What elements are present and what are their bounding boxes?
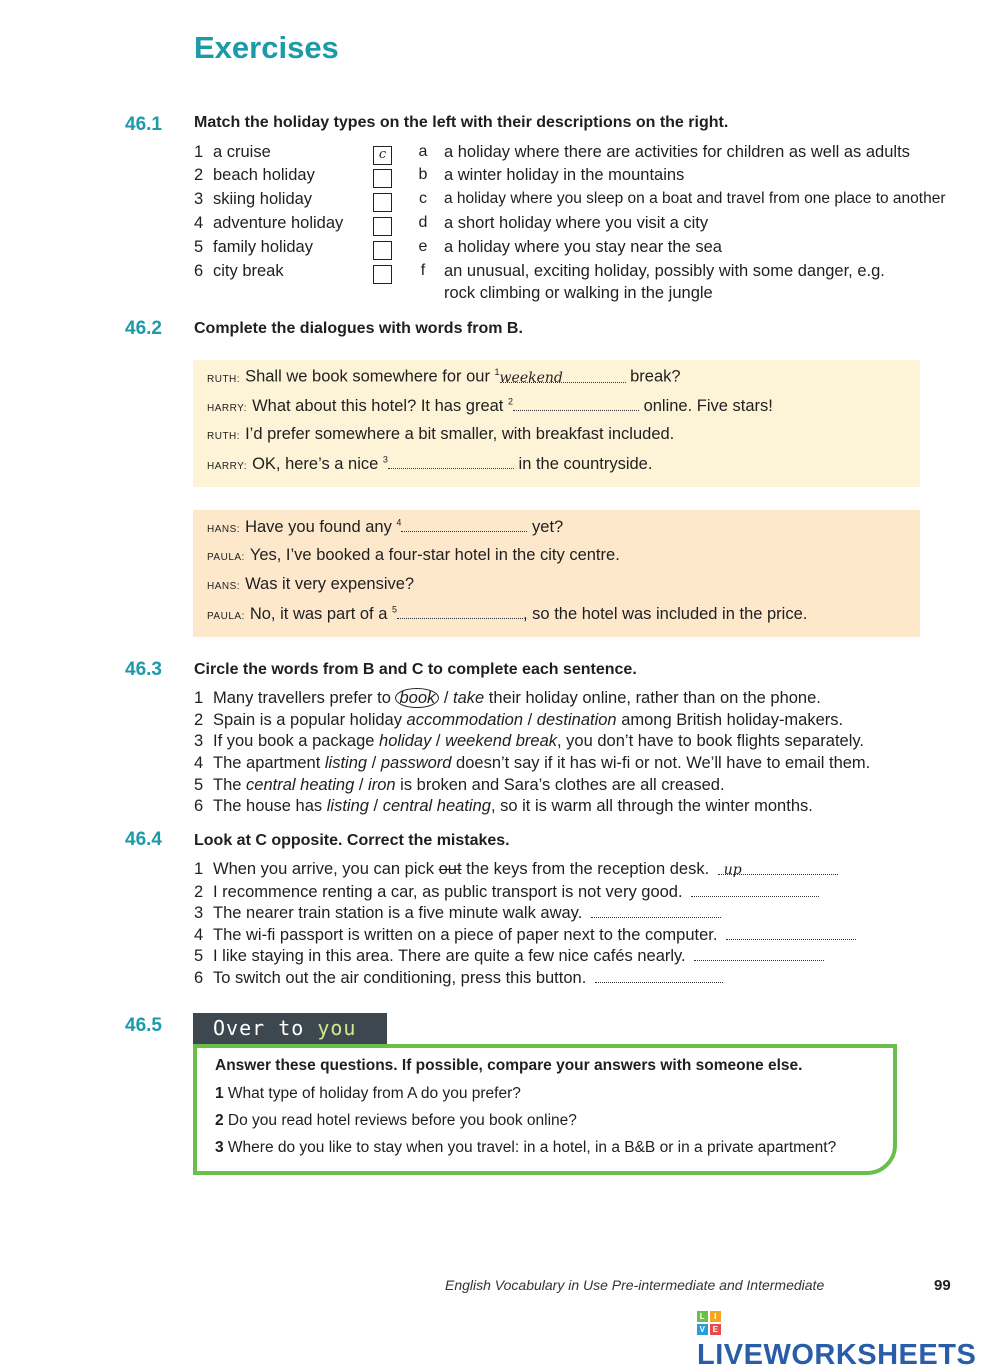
option-one[interactable]: accommodation: [406, 711, 524, 729]
dialogue-text-end: , so the hotel was included in the price.: [523, 605, 808, 623]
item-text: a cruise: [213, 143, 271, 161]
item-number: 6: [194, 797, 204, 815]
icon-tile: I: [710, 1311, 721, 1322]
sentence-text-end: among British holiday-makers.: [616, 711, 844, 729]
question-text: What type of holiday from A do you prefer?: [223, 1085, 521, 1102]
description-text: a holiday where you stay near the sea: [444, 238, 722, 256]
icon-tile: L: [697, 1311, 708, 1322]
dialogue-text-end: yet?: [527, 518, 564, 536]
answer-box[interactable]: c: [373, 146, 392, 165]
sentence-text: The wi-fi passport is written on a piece of paper next to the computer.: [213, 926, 718, 944]
item-number: 3: [194, 190, 204, 208]
option-one[interactable]: listing: [326, 797, 369, 815]
option-one[interactable]: listing: [324, 754, 368, 772]
dialogue-text: What about this hotel? It has great: [252, 397, 508, 415]
sentence-text-end: is broken and Sara’s clothes are all creased.: [395, 776, 725, 794]
option-two[interactable]: weekend break: [445, 732, 558, 750]
gap-number: 3: [382, 454, 388, 465]
dialogue-text-end: break?: [625, 367, 681, 386]
exercise-number: 46.3: [125, 659, 162, 680]
answer-gap[interactable]: [691, 882, 819, 897]
answer-box[interactable]: [373, 265, 392, 284]
option-one[interactable]: central heating: [246, 776, 355, 794]
question-number: 2: [215, 1112, 224, 1129]
exercise-number: 46.4: [125, 829, 162, 850]
holiday-type-item: [194, 190, 312, 209]
answer-gap[interactable]: [388, 454, 514, 469]
sentence-text: When you arrive, you can pick: [213, 860, 439, 878]
holiday-type-item: [194, 238, 313, 257]
gap-number: 2: [507, 396, 513, 407]
sentence-text: The: [213, 776, 247, 794]
question-text: Where do you like to stay when you travel: in a hotel, in a B&B or in a private apartment?: [223, 1139, 837, 1156]
question-item: [215, 1139, 836, 1157]
sentence-text: The nearer train station is a five minute walk away.: [213, 904, 583, 922]
answer-gap[interactable]: [726, 925, 856, 940]
item-text: family holiday: [213, 238, 313, 256]
answer-gap[interactable]: [397, 604, 523, 619]
tab-label-you: you: [317, 1016, 357, 1040]
description-text: an unusual, exciting holiday, possibly with some danger, e.g.: [444, 262, 885, 280]
sentence-text-end: the keys from the reception desk.: [461, 860, 710, 878]
answer-box[interactable]: [373, 169, 392, 188]
dialogue-text: No, it was part of a: [249, 605, 392, 623]
dialogue-line: [207, 546, 620, 565]
answer-gap[interactable]: [591, 903, 721, 918]
tab-label: Over to: [213, 1016, 318, 1040]
gap-number: 1: [494, 367, 500, 377]
answer-gap[interactable]: [694, 946, 824, 961]
option-separator: /: [523, 711, 537, 729]
sentence-item: [194, 754, 870, 773]
item-number: 4: [194, 926, 204, 944]
dialogue-line: [207, 396, 773, 416]
exercise-instruction: Look at C opposite. Correct the mistakes.: [194, 832, 510, 849]
gap-number: 5: [392, 604, 398, 615]
question-text: Do you read hotel reviews before you book online?: [223, 1112, 577, 1129]
holiday-type-item: [194, 214, 343, 233]
description-text: a holiday where there are activities for children as well as adults: [444, 143, 910, 161]
gap-number: 4: [396, 517, 402, 528]
icon-tile: V: [697, 1324, 708, 1335]
crossed-word: out: [438, 860, 462, 878]
answer-gap[interactable]: [595, 968, 723, 983]
dialogue-line: [207, 517, 563, 537]
sentence-item: [194, 689, 821, 708]
dialogue-line: [207, 454, 652, 474]
exercise-instruction: Circle the words from B and C to complete each sentence.: [194, 661, 637, 678]
sentence-text-end: , you don’t have to book flights separately.: [557, 732, 864, 750]
speaker-name: HARRY:: [207, 403, 248, 414]
option-two[interactable]: central heating: [382, 797, 491, 815]
item-number: 4: [194, 214, 204, 232]
correction-item: [194, 903, 721, 923]
over-to-you-box: [193, 1044, 897, 1175]
option-two[interactable]: destination: [536, 711, 617, 729]
item-number: 2: [194, 711, 204, 729]
question-number: 3: [215, 1139, 224, 1156]
sentence-item: [194, 732, 864, 751]
description-letter: a: [418, 143, 428, 160]
option-one[interactable]: holiday: [379, 732, 432, 750]
speaker-name: RUTH:: [207, 431, 241, 442]
dialogue-text: I’d prefer somewhere a bit smaller, with breakfast included.: [245, 425, 675, 443]
answer-box[interactable]: [373, 241, 392, 260]
liveworksheets-icon: [697, 1311, 721, 1335]
option-separator: /: [367, 754, 381, 772]
answer-gap[interactable]: [401, 517, 527, 532]
dialogue-text: Yes, I’ve booked a four-star hotel in the city centre.: [249, 546, 620, 564]
description-text: a winter holiday in the mountains: [444, 166, 685, 184]
correction-item: [194, 946, 824, 966]
answer-box[interactable]: [373, 193, 392, 212]
exercise-number: 46.2: [125, 318, 162, 339]
description-letter: c: [419, 190, 427, 207]
dialogue-text-end: online. Five stars!: [638, 397, 773, 415]
option-one[interactable]: book: [395, 688, 439, 708]
dialogue-line: [207, 604, 807, 624]
over-to-you-instruction: Answer these questions. If possible, compare your answers with someone else.: [215, 1057, 803, 1074]
dialogue-line: [207, 575, 414, 594]
option-two[interactable]: iron: [368, 776, 396, 794]
sentence-text-end: their holiday online, rather than on the phone.: [484, 689, 821, 707]
sentence-text: I recommence renting a car, as public transport is not very good.: [213, 883, 683, 901]
option-separator: /: [439, 689, 454, 707]
item-text: beach holiday: [213, 166, 315, 184]
item-number: 1: [194, 143, 204, 161]
item-number: 5: [194, 238, 204, 256]
item-number: 6: [194, 262, 204, 280]
book-title: English Vocabulary in Use Pre-intermediate and Intermediate: [445, 1277, 825, 1293]
gap-answer: up: [723, 862, 742, 878]
dialogue-box-1: [193, 360, 920, 487]
speaker-name: PAULA:: [207, 611, 245, 622]
holiday-type-item: [194, 262, 284, 281]
dialogue-line: [207, 367, 681, 387]
item-number: 5: [194, 776, 204, 794]
description-letter: d: [418, 214, 428, 231]
sentence-item: [194, 797, 813, 816]
dialogue-text: Was it very expensive?: [245, 575, 415, 593]
speaker-name: PAULA:: [207, 552, 245, 563]
speaker-name: HANS:: [207, 581, 241, 592]
question-number: 1: [215, 1085, 224, 1102]
sentence-item: [194, 711, 843, 730]
answer-gap[interactable]: [718, 860, 838, 878]
sentence-text: To switch out the air conditioning, press this button.: [213, 969, 587, 987]
option-separator: /: [368, 797, 383, 815]
correction-item: [194, 925, 856, 945]
gap-answer: weekend: [499, 369, 563, 386]
sentence-text: Many travellers prefer to: [213, 689, 396, 707]
brand-name: LIVEWORKSHEETS: [697, 1339, 977, 1371]
description-text-cont: rock climbing or walking in the jungle: [444, 284, 713, 302]
item-number: 3: [194, 732, 204, 750]
correction-item: [194, 968, 723, 988]
dialogue-text: Have you found any: [245, 518, 397, 536]
item-number: 1: [194, 860, 204, 878]
holiday-type-item: [194, 166, 315, 185]
dialogue-text: OK, here’s a nice: [252, 455, 383, 473]
sentence-text: Spain is a popular holiday: [213, 711, 407, 729]
description-letter: b: [418, 166, 428, 183]
speaker-name: RUTH:: [207, 373, 241, 385]
dialogue-text-end: in the countryside.: [513, 455, 653, 473]
sentence-item: [194, 776, 725, 795]
speaker-name: HARRY:: [207, 461, 248, 472]
item-number: 3: [194, 904, 204, 922]
over-to-you-tab: [193, 1013, 387, 1044]
option-separator: /: [431, 732, 446, 750]
exercise-instruction: Complete the dialogues with words from B.: [194, 320, 523, 337]
correction-item: [194, 882, 819, 902]
option-separator: /: [354, 776, 369, 794]
item-number: 2: [194, 166, 204, 184]
answer-box[interactable]: [373, 217, 392, 236]
exercise-number: 46.1: [125, 114, 162, 135]
sentence-text-end: , so it is warm all through the winter months.: [490, 797, 813, 815]
description-letter: e: [418, 238, 428, 255]
sentence-text: I like staying in this area. There are quite a few nice cafés nearly.: [213, 947, 686, 965]
liveworksheets-logo[interactable]: [697, 1306, 1000, 1372]
item-text: skiing holiday: [213, 190, 313, 208]
sentence-text: If you book a package: [213, 732, 380, 750]
item-number: 4: [194, 754, 204, 772]
exercise-number: 46.5: [125, 1015, 162, 1036]
item-number: 2: [194, 883, 204, 901]
description-text: a short holiday where you visit a city: [444, 214, 709, 232]
item-number: 6: [194, 969, 204, 987]
dialogue-line: [207, 425, 674, 444]
answer-gap[interactable]: [499, 368, 626, 386]
option-two[interactable]: take: [453, 689, 485, 707]
icon-tile: E: [710, 1324, 721, 1335]
item-text: adventure holiday: [213, 214, 344, 232]
dialogue-box-2: [193, 510, 920, 637]
correction-item: [194, 860, 838, 879]
item-number: 5: [194, 947, 204, 965]
answer-gap[interactable]: [513, 396, 639, 411]
speaker-name: HANS:: [207, 524, 241, 535]
item-number: 1: [194, 689, 204, 707]
question-item: [215, 1085, 521, 1103]
page-number: 99: [934, 1277, 951, 1294]
dialogue-text: Shall we book somewhere for our: [245, 367, 495, 386]
description-text: a holiday where you sleep on a boat and travel from one place to another: [444, 190, 946, 207]
description-letter: f: [420, 262, 426, 279]
sentence-text: The house has: [213, 797, 327, 815]
holiday-type-item: [194, 143, 271, 162]
option-two[interactable]: password: [380, 754, 452, 772]
sentence-text: The apartment: [213, 754, 325, 772]
item-text: city break: [213, 262, 284, 280]
exercise-instruction: Match the holiday types on the left with their descriptions on the right.: [194, 114, 729, 131]
sentence-text-end: doesn’t say if it has wi-fi or not. We’ll have to email them.: [451, 754, 871, 772]
question-item: [215, 1112, 577, 1130]
page-title: Exercises: [194, 30, 339, 65]
